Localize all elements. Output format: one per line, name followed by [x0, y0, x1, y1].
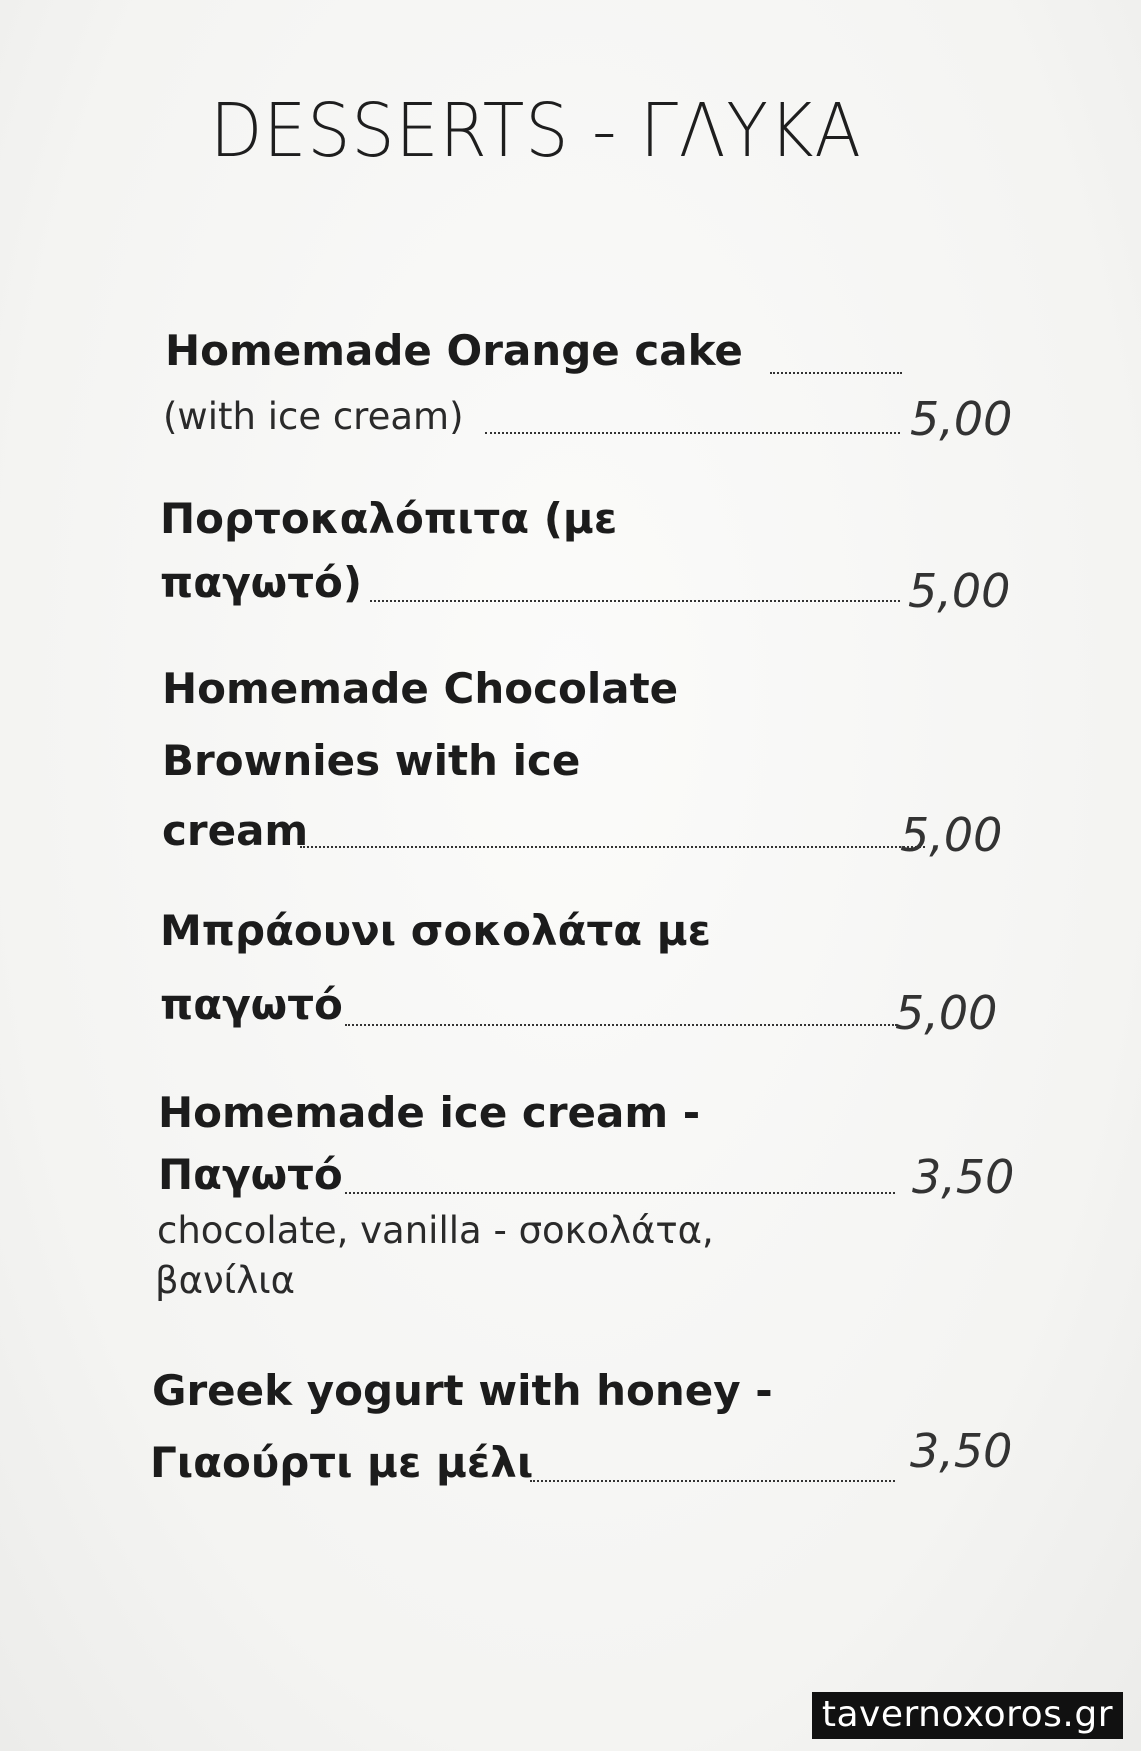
item-4-name-line-2: παγωτό — [160, 980, 343, 1029]
item-2-name-line-1: Πορτοκαλόπιτα (με — [160, 494, 618, 543]
menu-title: DESSERTS - ΓΛΥΚΑ — [210, 88, 862, 174]
item-5-name-line-2: Παγωτό — [158, 1150, 343, 1199]
item-5-description-line-1: chocolate, vanilla - σοκολάτα, — [157, 1209, 714, 1252]
item-5-name-line-1: Homemade ice cream - — [158, 1088, 701, 1137]
item-6-name-line-2: Γιαούρτι με μέλι — [150, 1438, 534, 1487]
item-4-price: 5,00 — [895, 986, 998, 1040]
dot-leader — [485, 432, 900, 434]
item-5-price: 3,50 — [912, 1150, 1015, 1204]
item-3-price: 5,00 — [900, 808, 1003, 862]
item-3-name-line-3: cream — [162, 806, 309, 855]
dot-leader — [370, 600, 900, 602]
watermark-site-name: tavernoxoros.gr — [812, 1692, 1123, 1739]
dot-leader — [530, 1480, 895, 1482]
item-3-name-line-2: Brownies with ice — [162, 736, 581, 785]
item-6-name-line-1: Greek yogurt with honey - — [152, 1366, 773, 1415]
dot-leader — [300, 846, 925, 848]
item-1-name-line-2: (with ice cream) — [163, 395, 464, 438]
item-5-description-line-2: βανίλια — [155, 1259, 295, 1302]
item-4-name-line-1: Μπράουνι σοκολάτα με — [160, 906, 712, 955]
item-3-name-line-1: Homemade Chocolate — [162, 664, 679, 713]
item-1-name-line-1: Homemade Orange cake — [165, 326, 743, 375]
item-2-price: 5,00 — [908, 564, 1011, 618]
item-1-price: 5,00 — [910, 392, 1013, 446]
dot-leader — [770, 372, 902, 374]
item-6-price: 3,50 — [910, 1424, 1013, 1478]
dot-leader — [345, 1024, 897, 1026]
dot-leader — [345, 1192, 895, 1194]
item-2-name-line-2: παγωτό) — [160, 558, 363, 607]
